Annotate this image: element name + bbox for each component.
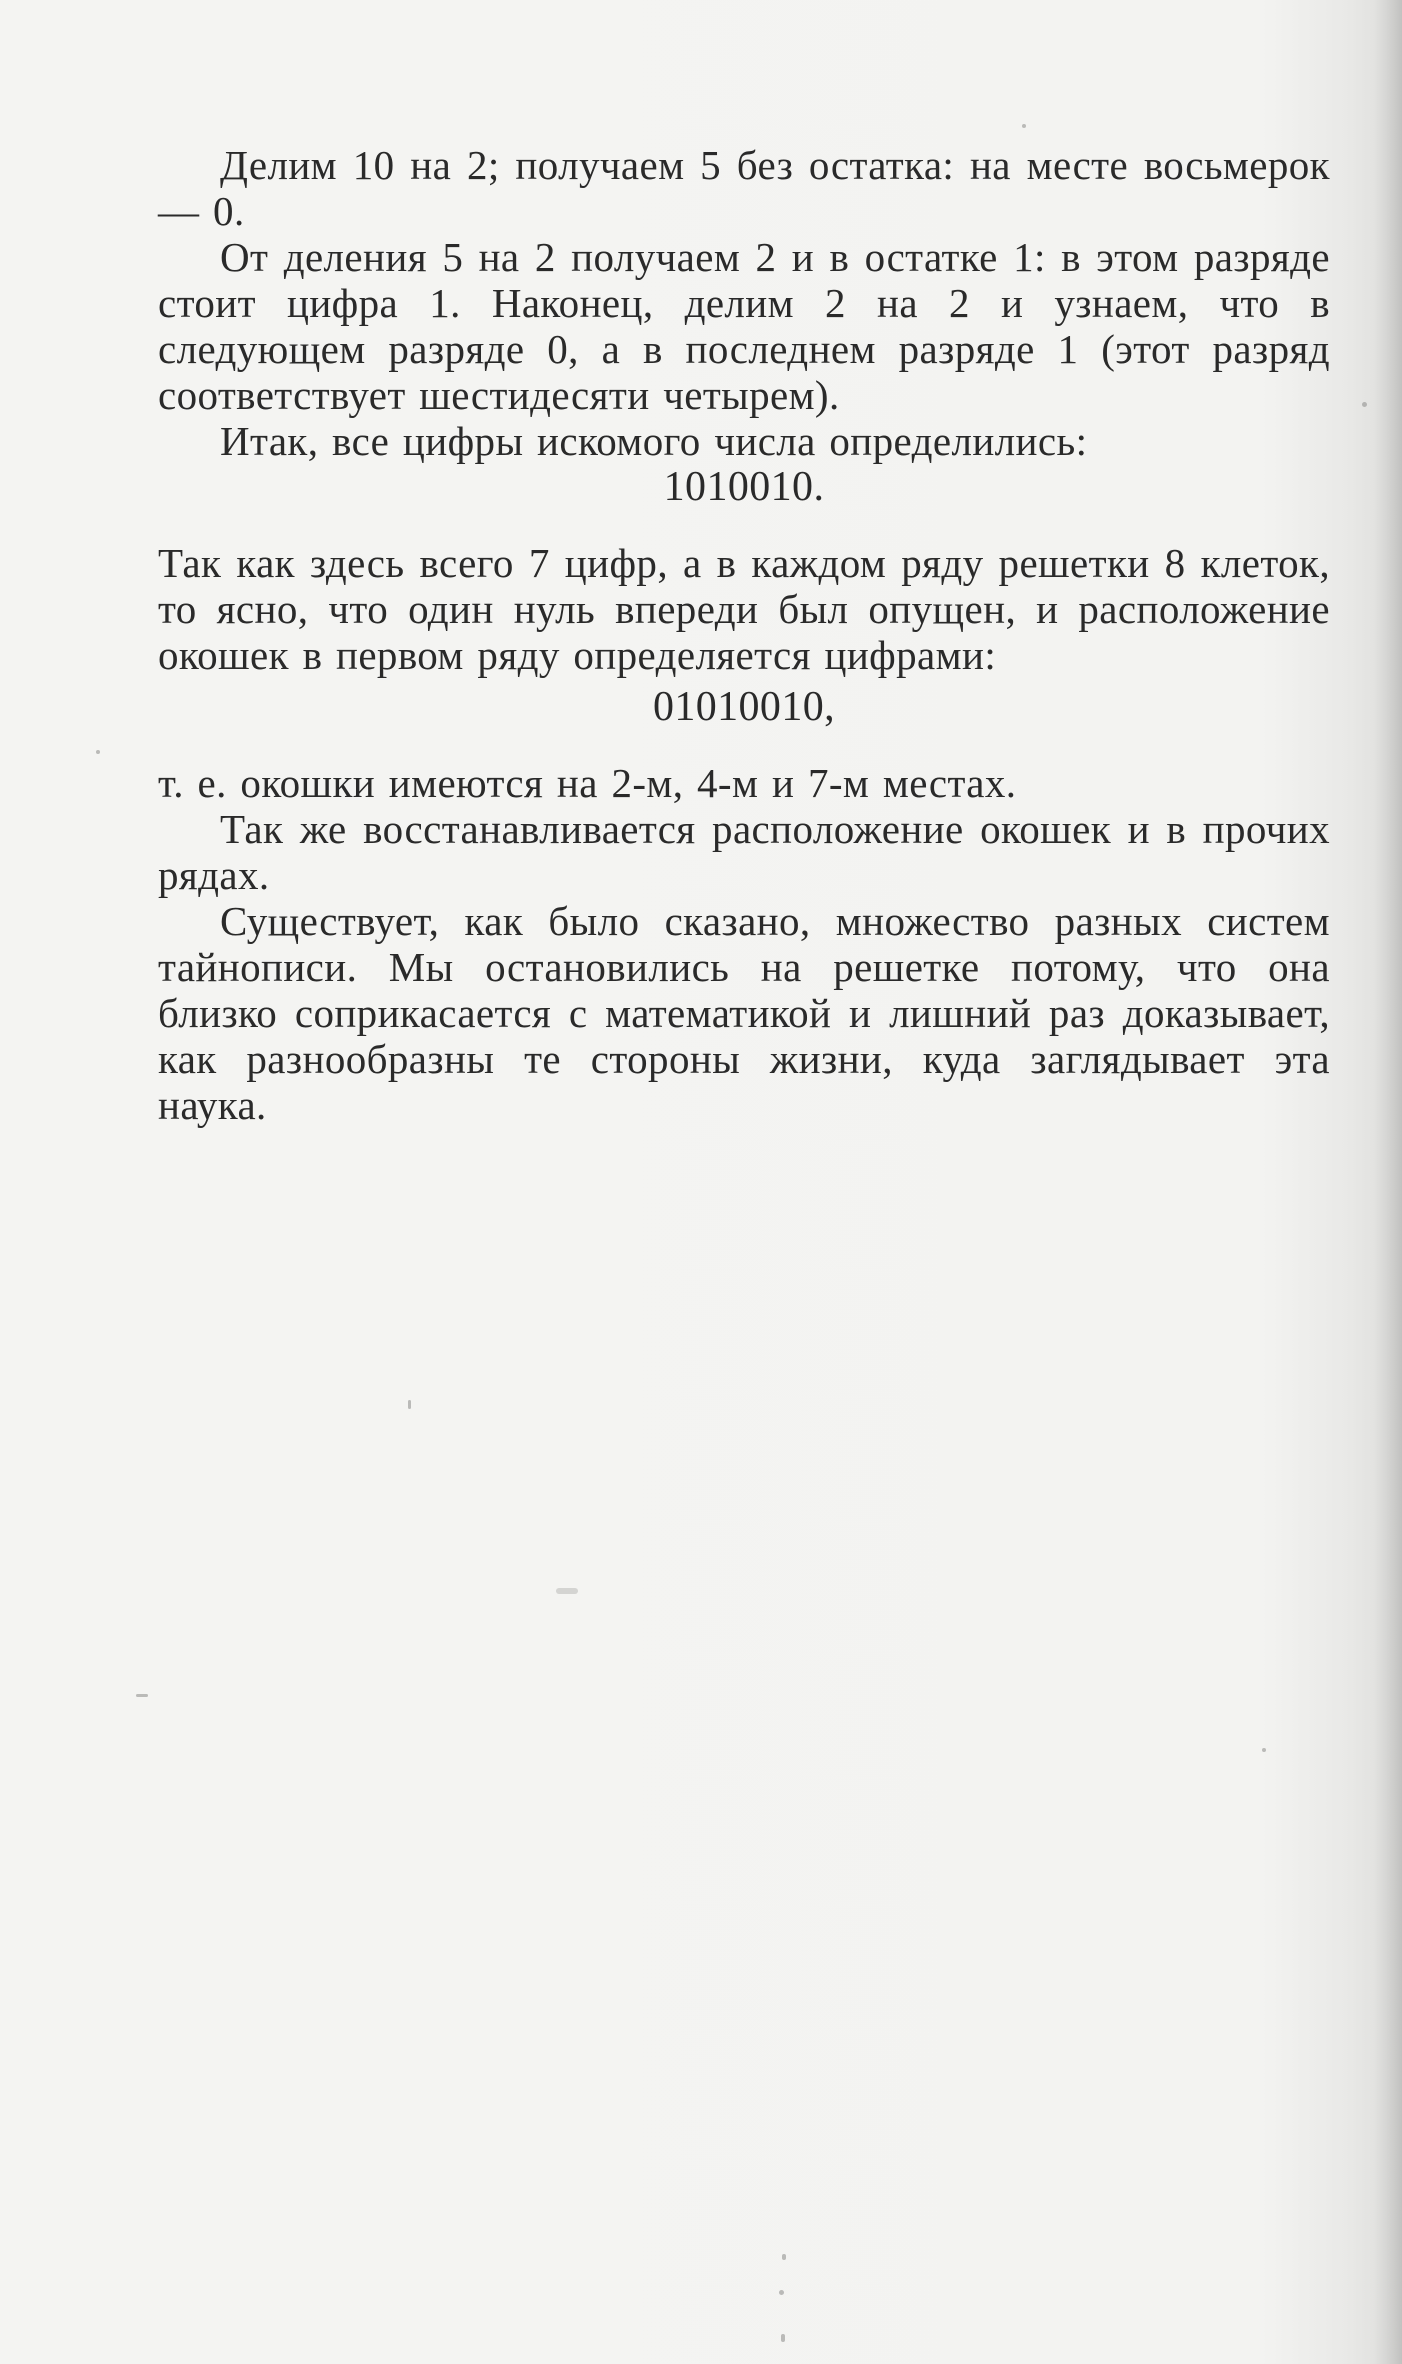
paper-speck xyxy=(96,750,100,754)
page-edge-shadow xyxy=(1374,0,1402,2364)
paragraph-window-positions: т. е. окошки имеются на 2-м, 4-м и 7-м местах. xyxy=(158,760,1017,806)
paper-speck xyxy=(779,2290,784,2295)
paragraph-divide-5: От деления 5 на 2 получаем 2 и в остатке 1: в этом разряде стоит цифра 1. Наконец, делим 2 на 2 и узнаем, что в следующем разряде 0, а в последнем разряде 1 (этот разряд соответствует шестидесяти четырем). xyxy=(158,234,1330,418)
paragraph-other-rows: Так же восстанавливается расположение окошек и в прочих рядах. xyxy=(158,806,1330,898)
paper-speck xyxy=(1022,124,1026,128)
paper-speck xyxy=(556,1588,578,1594)
paper-speck xyxy=(782,2254,786,2260)
binary-number-8-digits: 01010010, xyxy=(652,684,836,730)
paper-speck xyxy=(408,1400,411,1409)
paper-speck xyxy=(136,1694,148,1697)
paper-speck xyxy=(781,2334,785,2342)
paragraph-divide-10: Делим 10 на 2; получаем 5 без остатка: на месте восьмерок — 0. xyxy=(158,142,1330,234)
paper-speck xyxy=(1362,402,1367,407)
paper-speck xyxy=(1262,1748,1266,1752)
paragraph-cipher-systems: Существует, как было сказано, множество разных систем тайнописи. Мы остановились на решетке потому, что она близко соприкасается с математикой и лишний раз доказывает, как разнообразны те стороны жизни, куда заглядывает эта наука. xyxy=(158,898,1330,1128)
page-text xyxy=(158,142,1330,1128)
binary-number-7-digits: 1010010. xyxy=(663,464,825,510)
paragraph-eight-cells: Так как здесь всего 7 цифр, а в каждом ряду решетки 8 клеток, то ясно, что один нуль впереди был опущен, и расположение окошек в первом ряду определяется цифрами: xyxy=(158,540,1330,678)
paragraph-digits-determined: Итак, все цифры искомого числа определились: xyxy=(220,418,1088,464)
